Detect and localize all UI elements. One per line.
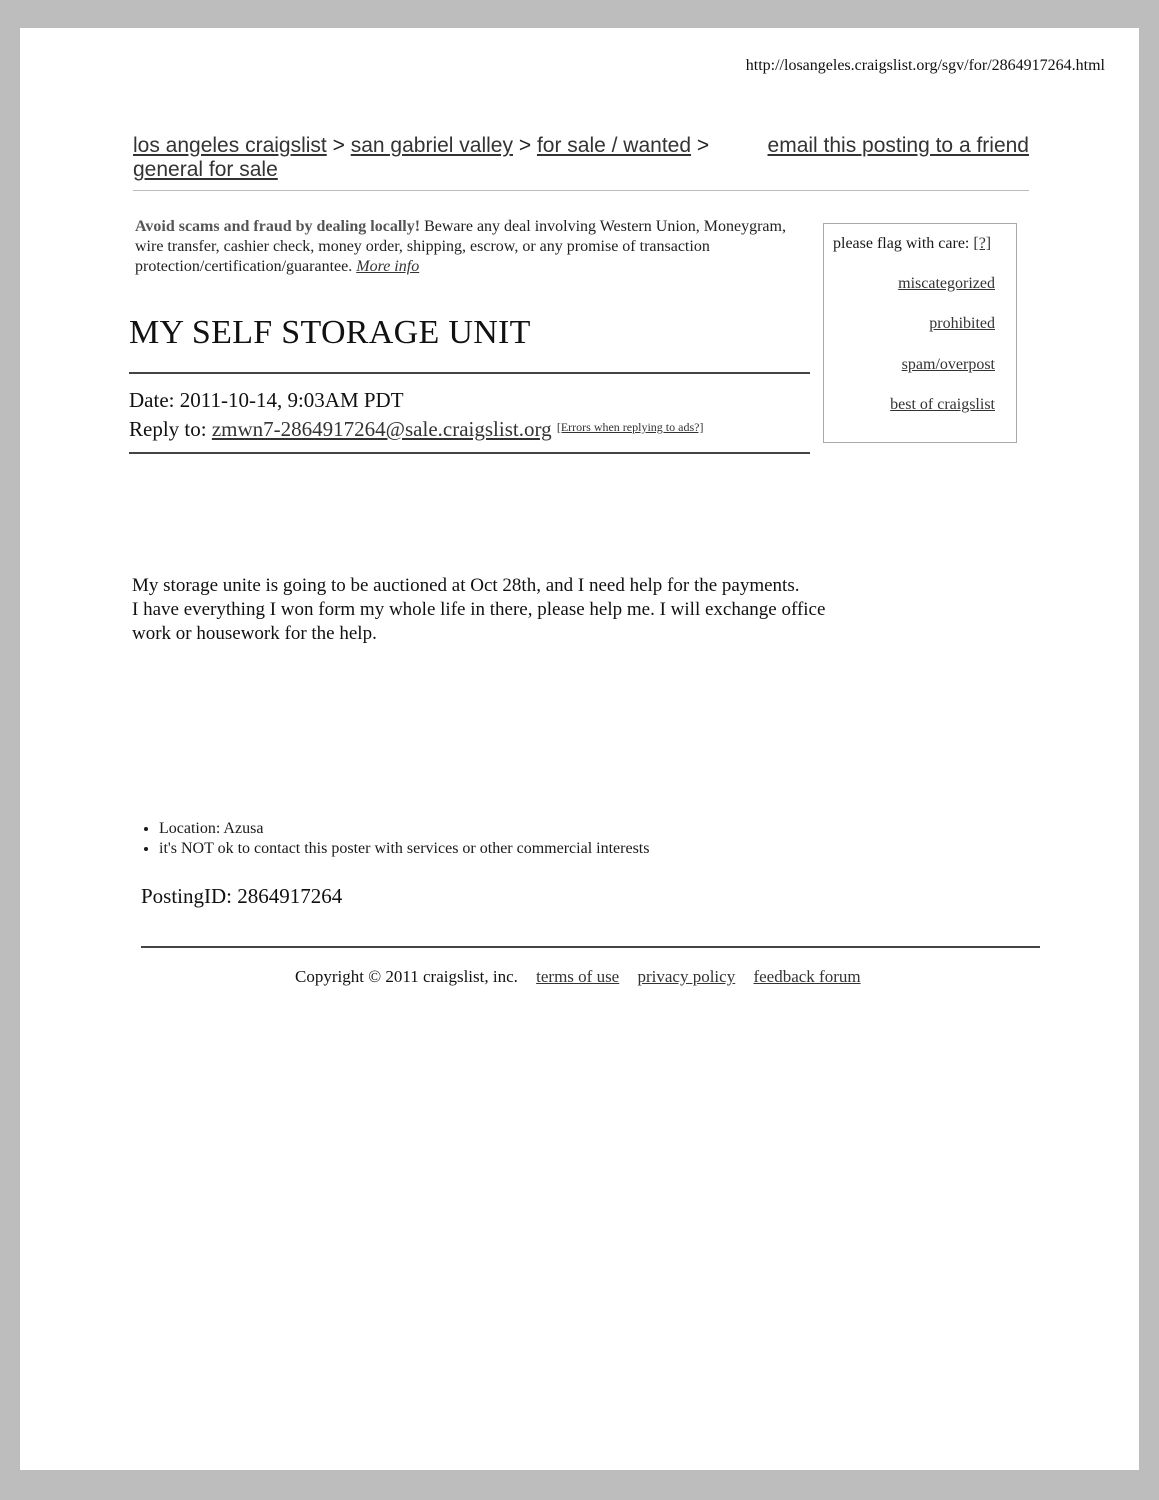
flag-help-link[interactable]: [?]: [973, 235, 992, 252]
document-page: [20, 28, 1139, 1470]
email-to-friend-link[interactable]: email this posting to a friend: [767, 134, 1029, 157]
posting-date: 2011-10-14, 9:03AM PDT: [179, 388, 404, 412]
posting-title: MY SELF STORAGE UNIT: [129, 314, 531, 351]
posting-body-line: I have everything I won form my whole life in there, please help me. I will exchange office: [132, 599, 826, 620]
breadcrumb-for-sale-wanted[interactable]: for sale / wanted: [536, 134, 692, 157]
date-label: Date:: [129, 388, 175, 412]
privacy-policy-link[interactable]: privacy policy: [637, 967, 736, 986]
location-item: • Location: Azusa: [159, 819, 649, 839]
errors-replying-link[interactable]: [Errors when replying to ads?]: [556, 420, 704, 434]
breadcrumb-divider: [133, 190, 1029, 191]
posting-date-row: [129, 386, 703, 415]
breadcrumb-separator: >: [518, 134, 532, 157]
reply-to-row: [129, 415, 703, 444]
title-divider: [129, 372, 810, 374]
breadcrumb-separator: >: [696, 134, 710, 157]
breadcrumb-los-angeles[interactable]: los angeles craigslist: [133, 134, 327, 157]
scam-warning: [135, 217, 805, 277]
flag-miscategorized-link[interactable]: miscategorized: [898, 275, 995, 292]
footer: [295, 967, 861, 987]
reply-email-link[interactable]: zmwn7-2864917264@sale.craigslist.org: [211, 417, 552, 441]
posting-body: [132, 574, 892, 646]
flag-box: [823, 223, 1017, 443]
breadcrumb-general-for-sale[interactable]: general for sale: [133, 158, 278, 181]
breadcrumb-san-gabriel-valley[interactable]: san gabriel valley: [350, 134, 513, 157]
meta-divider: [129, 452, 810, 454]
scam-warning-headline: Avoid scams and fraud by dealing locally!: [135, 218, 421, 235]
flag-best-of-craigslist-link[interactable]: best of craigslist: [890, 396, 995, 413]
reply-to-label: Reply to:: [129, 417, 207, 441]
more-info-link[interactable]: More info: [356, 258, 420, 275]
copyright-text: Copyright © 2011 craigslist, inc.: [295, 967, 518, 986]
scam-warning-text: Beware any deal involving Western Union, Moneygram, wire transfer, cashier check, money order, shipping, escrow, or any promise of transaction protection/certification/guarantee.: [135, 218, 786, 275]
terms-of-use-link[interactable]: terms of use: [536, 967, 620, 986]
posting-body-line: My storage unite is going to be auctioned at Oct 28th, and I need help for the payments.: [132, 575, 800, 596]
flag-title-text: please flag with care:: [833, 235, 970, 252]
flag-spam-overpost-link[interactable]: spam/overpost: [901, 356, 995, 373]
contact-notice-item: • it's NOT ok to contact this poster with services or other commercial interests: [159, 839, 649, 859]
posting-id: PostingID: 2864917264: [141, 884, 343, 908]
posting-body-line: work or housework for the help.: [132, 623, 377, 644]
posting-meta: [129, 386, 703, 444]
flag-prohibited-link[interactable]: prohibited: [929, 315, 995, 332]
page-url: http://losangeles.craigslist.org/sgv/for/2864917264.html: [745, 57, 1105, 74]
footer-divider: [141, 946, 1040, 948]
feedback-forum-link[interactable]: feedback forum: [753, 967, 861, 986]
breadcrumb-separator: >: [332, 134, 345, 157]
flag-title: [833, 235, 991, 253]
posting-details-list: [140, 819, 649, 859]
breadcrumb: [133, 134, 1029, 182]
